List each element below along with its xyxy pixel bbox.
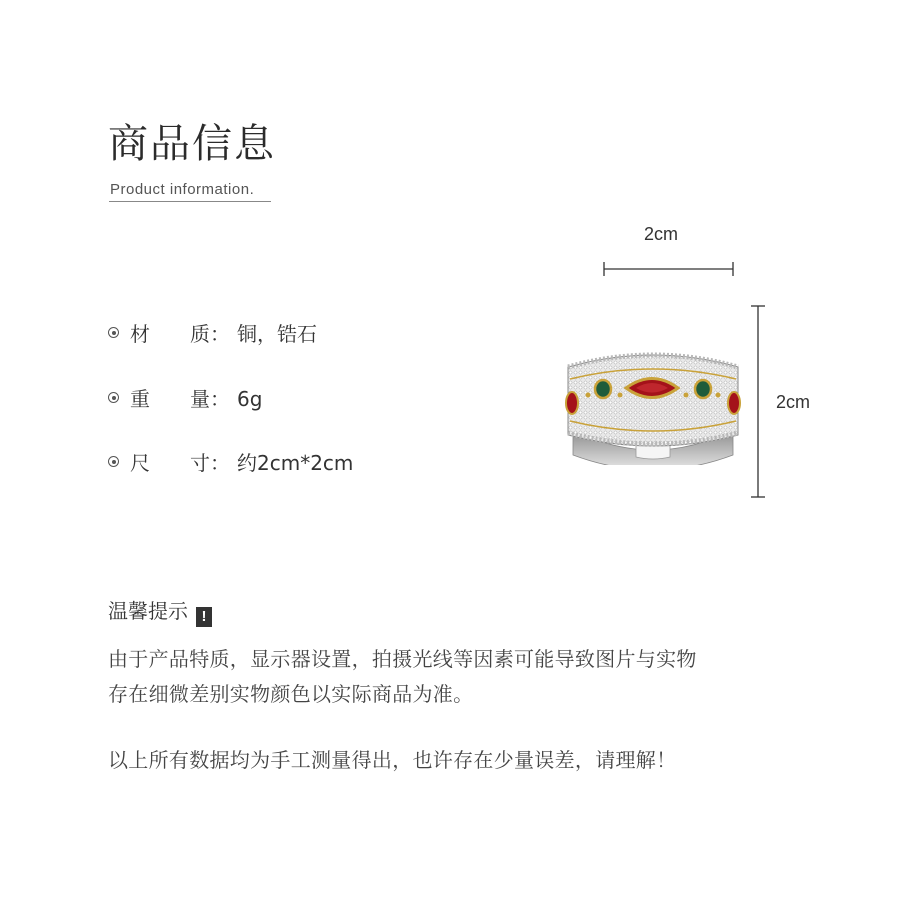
notice-line-3: 以上所有数据均为手工测量得出，也许存在少量误差，请理解！ xyxy=(108,748,677,772)
notice-title-text: 温馨提示 xyxy=(108,599,188,623)
exclamation-icon: ! xyxy=(196,607,212,627)
spec-value: 6g xyxy=(237,387,263,411)
notice-line-1: 由于产品特质，显示器设置，拍摄光线等因素可能导致图片与实物 xyxy=(108,647,697,671)
spec-value: 约2cm*2cm xyxy=(237,451,354,475)
spec-label: 重 量： xyxy=(130,387,230,411)
height-dimension-label: 2cm xyxy=(776,392,811,412)
notice-line-2: 存在细微差别实物颜色以实际商品为准。 xyxy=(108,682,474,706)
width-dimension-label: 2cm xyxy=(644,224,679,244)
spec-value: 铜，锆石 xyxy=(237,322,317,346)
notice-title xyxy=(108,596,212,627)
spec-label: 材 质： xyxy=(130,322,230,346)
ring-product-image xyxy=(548,345,758,465)
spec-label: 尺 寸： xyxy=(130,451,230,475)
page-subtitle: Product information. xyxy=(110,181,255,198)
page-title: 商品信息 xyxy=(108,121,276,167)
